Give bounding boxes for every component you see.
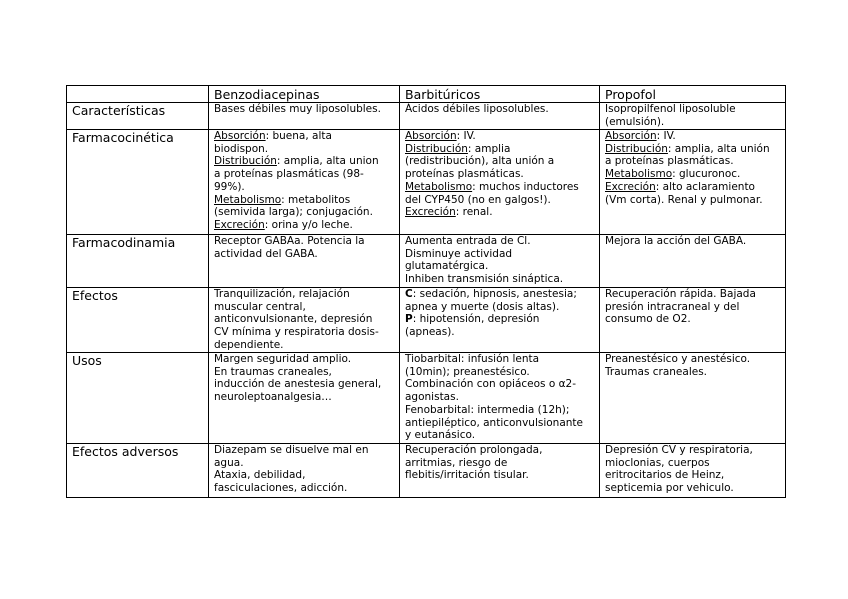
cell-benzo-usos bbox=[209, 353, 400, 444]
row-label-efectos: Efectos bbox=[67, 288, 209, 353]
cell-text: (Vm corta). Renal y pulmonar. bbox=[605, 193, 763, 206]
metabolismo-term: Metabolismo bbox=[214, 193, 282, 206]
cell-text: Aumenta entrada de Cl. bbox=[405, 235, 531, 247]
cell-text: inducción de anestesia general, bbox=[214, 378, 382, 391]
cell-text: biodispon. bbox=[214, 142, 269, 155]
cell-text: glutamatérgica. bbox=[405, 260, 489, 273]
cell-text: del CYP450 (no en galgos!). bbox=[405, 193, 551, 206]
cell-text: (semivida larga); conjugación. bbox=[214, 206, 373, 219]
cell-text: Traumas craneales. bbox=[605, 365, 708, 378]
cell-text: actividad del GABA. bbox=[214, 247, 318, 260]
cell-text: : IV. bbox=[656, 130, 676, 142]
cell-text: eritrocitarios de Heinz, bbox=[605, 469, 725, 482]
row-label-farmacodinamia: Farmacodinamia bbox=[67, 235, 209, 288]
cell-text: : sedación, hipnosis, anestesia; bbox=[412, 288, 577, 300]
cell-benzo-farmacocinetica bbox=[209, 130, 400, 235]
table-row bbox=[67, 353, 786, 444]
cell-text: agua. bbox=[214, 456, 244, 469]
row-label-farmacocinetica: Farmacocinética bbox=[67, 130, 209, 235]
cell-text: : amplia, alta unión bbox=[667, 142, 770, 155]
cell-text: Preanestésico y anestésico. bbox=[605, 353, 751, 365]
distribucion-term: Distribución bbox=[214, 155, 277, 168]
cell-text: Ácidos débiles liposolubles. bbox=[405, 103, 549, 115]
cell-text: apnea y muerte (dosis altas). bbox=[405, 300, 560, 313]
cell-text: Receptor GABAa. Potencia la bbox=[214, 235, 365, 247]
header-row bbox=[67, 86, 786, 103]
cell-barbi-adversos bbox=[400, 444, 600, 498]
cell-text: Ataxia, debilidad, bbox=[214, 469, 306, 482]
cell-propofol-farmacodinamia bbox=[600, 235, 786, 288]
cell-text: Isopropilfenol liposoluble bbox=[605, 103, 736, 115]
cell-text: : alto aclaramiento bbox=[655, 180, 755, 193]
row-label-caracteristicas: Características bbox=[67, 103, 209, 130]
header-benzodiacepinas: Benzodiacepinas bbox=[209, 86, 400, 103]
cell-text: : hipotensión, depresión bbox=[412, 313, 540, 326]
excrecion-term: Excreción bbox=[605, 180, 656, 193]
cell-text: dependiente. bbox=[214, 338, 284, 351]
cell-text: Mejora la acción del GABA. bbox=[605, 235, 747, 247]
cell-text: : muchos inductores bbox=[472, 180, 579, 193]
absorcion-term: Absorción bbox=[214, 130, 266, 142]
excrecion-term: Excreción bbox=[405, 206, 456, 219]
cell-barbi-farmacocinetica bbox=[400, 130, 600, 235]
comparison-table bbox=[66, 85, 786, 498]
cell-text: agonistas. bbox=[405, 391, 459, 404]
cell-text: : IV. bbox=[456, 130, 476, 142]
header-propofol: Propofol bbox=[600, 86, 786, 103]
cell-text: (apneas). bbox=[405, 326, 455, 339]
cell-text: y eutanásico. bbox=[405, 429, 476, 442]
cell-text: : metabolitos bbox=[281, 193, 351, 206]
cell-benzo-adversos bbox=[209, 444, 400, 498]
bold-marker: C bbox=[405, 288, 413, 300]
cell-barbi-efectos bbox=[400, 288, 600, 353]
cell-text: En traumas craneales, bbox=[214, 365, 332, 378]
cell-text: Bases débiles muy liposolubles. bbox=[214, 103, 381, 115]
cell-text: septicemia por vehiculo. bbox=[605, 482, 734, 495]
cell-barbi-farmacodinamia bbox=[400, 235, 600, 288]
absorcion-term: Absorción bbox=[405, 130, 457, 142]
cell-text: flebitis/irritación tisular. bbox=[405, 469, 529, 482]
cell-text: (emulsión). bbox=[605, 115, 665, 128]
cell-text: a proteínas plasmáticas (98- bbox=[214, 168, 364, 181]
cell-text: : glucuronoc. bbox=[672, 168, 741, 181]
cell-barbi-usos bbox=[400, 353, 600, 444]
cell-text: mioclonias, cuerpos bbox=[605, 456, 710, 469]
cell-text: anticonvulsionante, depresión bbox=[214, 313, 373, 326]
cell-text: presión intracraneal y del bbox=[605, 300, 740, 313]
table-row bbox=[67, 103, 786, 130]
row-label-efectos-adversos: Efectos adversos bbox=[67, 444, 209, 498]
cell-text: (10min); preanestésico. bbox=[405, 365, 530, 378]
metabolismo-term: Metabolismo bbox=[405, 180, 473, 193]
cell-barbi-caracteristicas bbox=[400, 103, 600, 130]
cell-text: Recuperación prolongada, bbox=[405, 444, 543, 456]
cell-text: proteínas plasmáticas. bbox=[405, 168, 524, 181]
header-empty-cell bbox=[67, 86, 209, 103]
cell-text: Diazepam se disuelve mal en bbox=[214, 444, 369, 456]
cell-propofol-caracteristicas bbox=[600, 103, 786, 130]
cell-benzo-caracteristicas bbox=[209, 103, 400, 130]
cell-propofol-farmacocinetica bbox=[600, 130, 786, 235]
table-row bbox=[67, 288, 786, 353]
row-label-usos: Usos bbox=[67, 353, 209, 444]
header-barbituricos: Barbitúricos bbox=[400, 86, 600, 103]
cell-text: Tranquilización, relajación bbox=[214, 288, 350, 300]
cell-propofol-efectos bbox=[600, 288, 786, 353]
excrecion-term: Excreción bbox=[214, 218, 265, 231]
cell-text: antiepiléptico, anticonvulsionante bbox=[405, 416, 584, 429]
distribucion-term: Distribución bbox=[605, 142, 668, 155]
cell-text: muscular central, bbox=[214, 300, 306, 313]
bold-marker: P bbox=[405, 313, 413, 326]
cell-text: (redistribución), alta unión a bbox=[405, 155, 555, 168]
cell-text: arritmias, riesgo de bbox=[405, 456, 508, 469]
cell-text: Depresión CV y respiratoria, bbox=[605, 444, 753, 456]
cell-text: 99%). bbox=[214, 180, 245, 193]
absorcion-term: Absorción bbox=[605, 130, 657, 142]
cell-text: consumo de O2. bbox=[605, 313, 691, 326]
cell-text: CV mínima y respiratoria dosis- bbox=[214, 326, 379, 339]
cell-text: : buena, alta bbox=[265, 130, 332, 142]
cell-text: Fenobarbital: intermedia (12h); bbox=[405, 403, 570, 416]
cell-text: : orina y/o leche. bbox=[264, 218, 353, 231]
cell-text: : renal. bbox=[455, 206, 493, 219]
cell-text: fasciculaciones, adicción. bbox=[214, 482, 348, 495]
cell-propofol-adversos bbox=[600, 444, 786, 498]
cell-text: Combinación con opiáceos o α2- bbox=[405, 378, 577, 391]
cell-text: Margen seguridad amplio. bbox=[214, 353, 352, 365]
cell-text: : amplia, alta union bbox=[276, 155, 379, 168]
cell-text: neuroleptoanalgesia… bbox=[214, 391, 332, 404]
metabolismo-term: Metabolismo bbox=[605, 168, 673, 181]
cell-benzo-farmacodinamia bbox=[209, 235, 400, 288]
cell-text: Tiobarbital: infusión lenta bbox=[405, 353, 540, 365]
distribucion-term: Distribución bbox=[405, 142, 468, 155]
cell-text: Recuperación rápida. Bajada bbox=[605, 288, 756, 300]
table-row bbox=[67, 235, 786, 288]
cell-text: : amplia bbox=[467, 142, 511, 155]
cell-text: Inhiben transmisión sináptica. bbox=[405, 273, 564, 286]
cell-text: a proteínas plasmáticas. bbox=[605, 155, 734, 168]
cell-propofol-usos bbox=[600, 353, 786, 444]
table-row bbox=[67, 130, 786, 235]
table-row bbox=[67, 444, 786, 498]
cell-benzo-efectos bbox=[209, 288, 400, 353]
cell-text: Disminuye actividad bbox=[405, 247, 513, 260]
